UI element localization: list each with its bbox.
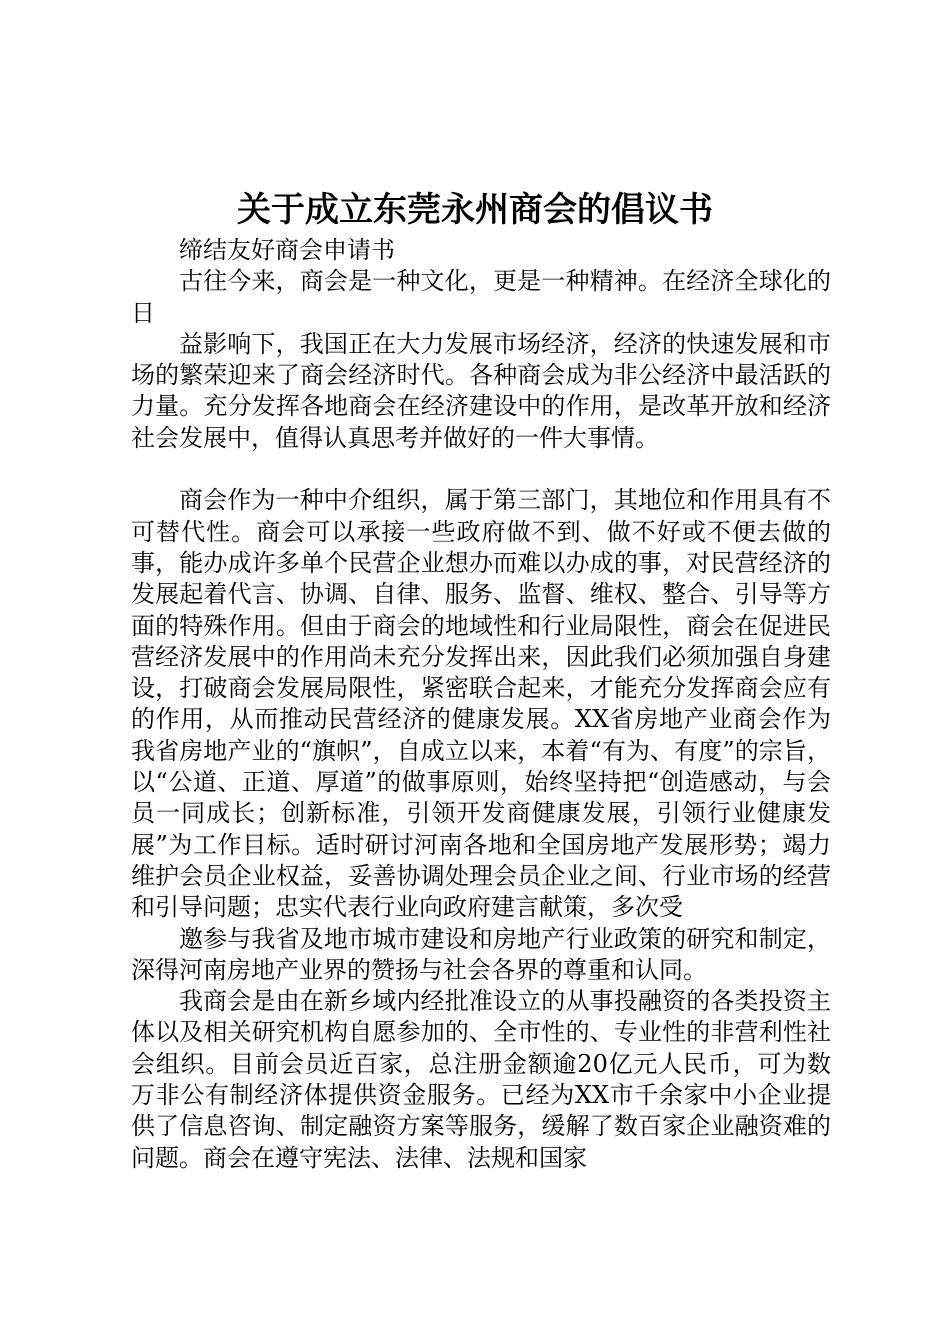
paragraph-3: 商会作为一种中介组织，属于第三部门，其地位和作用具有不可替代性。商会可以承接一些政府做不到、做不好或不便去做的事，能办成许多单个民营企业想办而难以办成的事，对民营经济的发展起着代言、协调、自律、服务、监督、维权、整合、引导等方面的特殊作用。但由于商会的地域性和行业局限性，商会在促进民营经济发展中的作用尚未充分发挥出来，因此我们必须加强自身建设，打破商会发展局限性，紧密联合起来，才能充分发挥商会应有的作用，从而推动民营经济的健康发展。XX省房地产业商会作为我省房地产业的“旗帜”，自成立以来，本着“有为、有度”的宗旨，以“公道、正道、厚道”的做事原则，始终坚持把“创造感动，与会员一同成长；创新标准，引领开发商健康发展，引领行业健康发展”为工作目标。适时研讨河南各地和全国房地产发展形势；竭力维护会员企业权益，妥善协调处理会员企业之间、行业市场的经营和引导问题；忠实代表行业向政府建言献策，多次受 (131, 486, 831, 922)
paragraph-4: 邀参与我省及地市城市建设和房地产行业政策的研究和制定，深得河南房地产业界的赞扬与社会各界的尊重和认同。 (131, 924, 831, 984)
paragraph-intro-heading: 缔结友好商会申请书 (179, 236, 395, 264)
paragraph-1: 古往今来，商会是一种文化，更是一种精神。在经济全球化的日 (131, 267, 831, 327)
document-title: 关于成立东莞永州商会的倡议书 (237, 190, 713, 230)
paragraph-spacer (131, 454, 831, 485)
document-body (131, 235, 831, 1174)
paragraph-2: 益影响下，我国正在大力发展市场经济，经济的快速发展和市场的繁荣迎来了商会经济时代。各种商会成为非公经济中最活跃的力量。充分发挥各地商会在经济建设中的作用，是改革开放和经济社会发展中，值得认真思考并做好的一件大事情。 (131, 329, 831, 452)
paragraph-5: 我商会是由在新乡域内经批准设立的从事投融资的各类投资主体以及相关研究机构自愿参加的、全市性的、专业性的非营利性社会组织。目前会员近百家，总注册金额逾20亿元人民币，可为数万非公有制经济体提供资金服务。已经为XX市千余家中小企业提供了信息咨询、制定融资方案等服务，缓解了数百家企业融资难的问题。商会在遵守宪法、法律、法规和国家 (131, 987, 831, 1172)
